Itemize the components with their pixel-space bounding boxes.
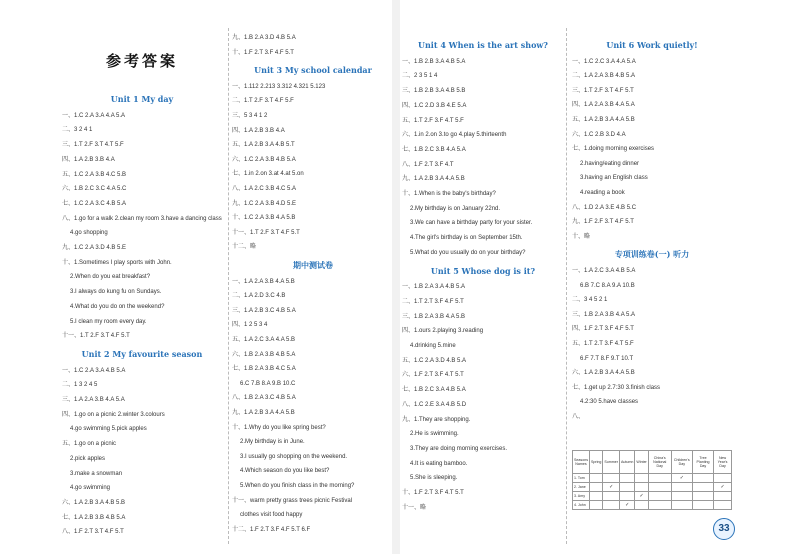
answer-line: 5.What do you usually do on your birthday? [410, 249, 526, 256]
table-header-cell: Winter [635, 451, 648, 474]
empty-cell [714, 501, 732, 510]
answer-line: 五、1.C 2.A 3.B 4.C 5.B [62, 171, 127, 178]
empty-cell [603, 492, 620, 501]
table-header-cell: Summer [603, 451, 620, 474]
empty-cell [648, 492, 671, 501]
answer-line: 一、1.B 2.A 3.A 4.B 5.A [402, 284, 466, 291]
table-header-cell: China's National Day [648, 451, 671, 474]
table-header-cell: Tree Planting Day [692, 451, 713, 474]
answer-line: 十二、略 [232, 244, 257, 251]
answer-line: 六、1.B 2.C 3.C 4.A 5.C [62, 186, 127, 193]
answer-line: 一、1.B 2.B 3.A 4.B 5.A [402, 58, 466, 65]
section-heading: Unit 3 My school calendar [254, 65, 372, 76]
answer-line: 七、1.B 2.C 3.B 4.A 5.A [402, 146, 466, 153]
empty-cell [692, 474, 713, 483]
answer-line: 九、1.They are shopping. [402, 416, 471, 423]
answer-line: 6.F 7.T 8.F 9.T 10.T [580, 355, 634, 362]
page-number-badge: 33 [713, 518, 735, 540]
empty-cell [648, 483, 671, 492]
check-mark-cell: ✓ [714, 483, 732, 492]
answer-line: 3.We can have a birthday party for your sister. [410, 220, 533, 227]
answer-line: 五、1.T 2.T 3.F 4.T 5.F [572, 341, 634, 347]
answer-line: 3.having an English class [580, 175, 648, 182]
answer-line: 5.I clean my room every day. [70, 318, 147, 325]
empty-cell [635, 501, 648, 510]
table-header-cell: New Year's Day [714, 451, 732, 474]
answer-table [572, 450, 732, 510]
answer-line: 八、1.D 2.A 3.E 4.B 5.C [572, 204, 637, 211]
check-mark-cell: ✓ [671, 474, 692, 483]
answer-line: 十、1.C 2.A 3.B 4.A 5.B [232, 215, 296, 222]
header-seasons-label: Seasons [574, 458, 588, 462]
column-divider [228, 28, 229, 544]
answer-line: 六、1.in 2.on 3.to go 4.play 5.thirteenth [402, 132, 507, 139]
answer-line: 八、1.F 2.T 3.T 4.F 5.T [62, 529, 124, 536]
answer-line: 十、1.When is the baby's birthday? [402, 191, 496, 197]
row-name-cell: 4. John [573, 501, 590, 510]
answer-line: 十一、略 [402, 504, 427, 511]
answer-line: 七、1.in 2.on 3.at 4.at 5.on [232, 171, 304, 178]
answer-line: 2.He is swimming. [410, 431, 459, 438]
empty-cell [714, 492, 732, 501]
answer-line: 三、1.B 2.A 3.B 4.A 5.B [402, 313, 466, 320]
answer-line: 3.make a snowman [70, 470, 123, 477]
answer-line: 4.Which season do you like best? [240, 468, 330, 475]
answer-line: 六、1.A 2.B 3.A 4.B 5.B [62, 499, 126, 506]
answer-line: 二、1.A 2.A 3.B 4.B 5.A [572, 73, 636, 80]
answer-line: 四、1.go on a picnic 2.winter 3.colours [62, 411, 165, 418]
answer-line: 五、1.T 2.F 3.F 4.T 5.F [402, 117, 464, 124]
answer-line: 4.The girl's birthday is on September 15th. [410, 235, 523, 242]
answer-line: 三、1.B 2.B 3.A 4.B 5.B [402, 88, 466, 95]
answer-line: 6.B 7.C 8.A 9.A 10.B [580, 282, 635, 289]
empty-cell [671, 501, 692, 510]
column-1 [62, 0, 222, 554]
answer-line: 七、1.B 2.A 3.B 4.C 5.A [232, 366, 296, 373]
empty-cell [619, 483, 634, 492]
answer-line: 3.I usually go shopping on the weekend. [240, 453, 348, 460]
answer-line: 四、1.A 2.B 3.B 4.A [62, 156, 115, 163]
answer-line: 二、1.A 2.D 3.C 4.B [232, 293, 286, 300]
answer-line: 六、1.A 2.B 3.A 4.A 5.B [572, 370, 635, 377]
answer-line: 4.go shopping [70, 230, 108, 237]
table-row [573, 474, 732, 483]
empty-cell [671, 483, 692, 492]
answer-line: 十二、1.F 2.T 3.F 4.F 5.T 6.F [232, 526, 311, 533]
check-mark-cell: ✓ [635, 492, 648, 501]
row-name-cell: 2. Jane [573, 483, 590, 492]
answer-line: 2.pick apples [70, 455, 106, 462]
section-heading: Unit 1 My day [110, 94, 174, 104]
answer-line: 一、1.112 2.213 3.312 4.321 5.123 [232, 83, 326, 90]
answer-line: 三、1.B 2.A 3.B 4.A 5.A [572, 311, 636, 318]
empty-cell [590, 474, 603, 483]
answer-line: 十一、1.T 2.F 3.T 4.F 5.T [232, 229, 300, 236]
answer-line: 3.They are doing morning exercises. [410, 445, 508, 452]
section-heading: Unit 2 My favourite season [81, 348, 203, 359]
answer-line: 一、1.A 2.C 3.A 4.B 5.A [572, 268, 636, 274]
answer-line: 九、1.B 2.A 3.D 4.B 5.A [232, 35, 296, 41]
empty-cell [714, 474, 732, 483]
answer-line: 五、1.A 2.B 3.A 4.A 5.B [572, 117, 635, 123]
answer-line: 4.go swimming [70, 485, 111, 492]
answer-line: 四、1.A 2.B 3.B 4.A [232, 127, 285, 134]
answer-line: 五、1.C 2.A 3.D 4.B 5.A [402, 357, 467, 364]
answer-line: 八、1.B 2.A 3.C 4.B 5.A [232, 395, 296, 402]
answer-line: 2.having/eating dinner [580, 160, 640, 167]
answer-line: 四、1 2 5 3 4 [232, 322, 268, 329]
section-heading: Unit 6 Work quietly! [606, 40, 698, 50]
answer-line: 七、1.B 2.C 3.A 4.B 5.A [402, 387, 466, 394]
answer-line: 二、2 3 5 1 4 [402, 73, 438, 80]
empty-cell [692, 501, 713, 510]
answer-line: 八、1.go for a walk 2.clean my room 3.have a dancing class [62, 215, 222, 222]
column-4 [572, 0, 732, 554]
table-corner-cell [573, 451, 590, 474]
empty-cell [692, 483, 713, 492]
answer-line: 一、1.A 2.A 3.B 4.A 5.B [232, 278, 295, 285]
check-mark-cell: ✓ [603, 483, 620, 492]
answer-line: 三、1.T 2.F 3.T 4.F 5.T [572, 87, 634, 94]
table-header-cell: Children's Day [671, 451, 692, 474]
table-row [573, 483, 732, 492]
table-header-cell: Autumn [619, 451, 634, 474]
section-heading: Unit 4 When is the art show? [418, 40, 548, 50]
answer-line: 五、1.A 2.C 3.A 4.A 5.B [232, 337, 296, 343]
empty-cell [590, 501, 603, 510]
answer-line: 九、1.C 2.A 3.B 4.D 5.E [232, 200, 297, 207]
answer-line: 4.2:30 5.have classes [580, 399, 639, 406]
section-heading: 专项训练卷(一) 听力 [614, 249, 690, 260]
answer-line: 九、1.A 2.B 3.A 4.A 5.B [402, 176, 465, 183]
answer-line: 二、1.T 2.F 3.T 4.F 5.F [232, 98, 294, 105]
answer-line: 5.When do you finish class in the morning? [240, 483, 355, 489]
answer-line: 6.C 7.B 8.A 9.B 10.C [240, 380, 296, 387]
answer-line: 七、1.doing morning exercises [572, 146, 655, 153]
answer-line: 五、1.A 2.B 3.A 4.B 5.T [232, 142, 295, 149]
answer-line: 四、1.C 2.D 3.B 4.E 5.A [402, 102, 467, 109]
empty-cell [590, 483, 603, 492]
answer-line: 十、1.F 2.T 3.F 4.T 5.T [402, 490, 464, 496]
answer-line: clothes visit food happy [240, 512, 303, 519]
section-heading: 期中测试卷 [293, 260, 333, 270]
answer-line: 六、1.C 2.B 3.D 4.A [572, 131, 626, 138]
answer-line: 三、1.A 2.B 3.C 4.B 5.A [232, 307, 296, 314]
answer-line: 一、1.C 2.A 3.A 4.A 5.A [62, 112, 126, 119]
answer-line: 一、1.C 2.C 3.A 4.A 5.A [572, 58, 636, 65]
answer-line: 四、1.A 2.A 3.B 4.A 5.A [572, 102, 635, 109]
answer-line: 四、1.ours 2.playing 3.reading [402, 328, 484, 335]
answer-line: 七、1.A 2.B 3.B 4.B 5.A [62, 514, 126, 521]
header-names-label: Names [575, 462, 587, 466]
answer-line: 六、1.B 2.A 3.B 4.B 5.A [232, 351, 296, 358]
answer-line: 十、1.Sometimes I play sports with John. [62, 259, 172, 266]
table-row [573, 492, 732, 501]
answer-line: 十一、1.T 2.F 3.T 4.F 5.T [62, 333, 130, 340]
answer-line: 七、1.get up 2.7:30 3.finish class [572, 384, 661, 391]
column-divider [566, 28, 567, 544]
answer-line: 4.drinking 5.mine [410, 343, 456, 349]
page-title: 参考答案 [105, 52, 178, 70]
answer-line: 十、1.Why do you like spring best? [232, 424, 326, 431]
answer-line: 三、5 3 4 1 2 [232, 113, 268, 119]
answer-line: 九、1.F 2.F 3.T 4.F 5.T [572, 219, 634, 226]
answer-line: 十一、warm pretty grass trees picnic Festival [232, 497, 353, 504]
table-header-cell: Spring [590, 451, 603, 474]
empty-cell [635, 474, 648, 483]
empty-cell [692, 492, 713, 501]
answer-line: 八、1.A 2.C 3.B 4.C 5.A [232, 186, 297, 192]
answer-line: 2.My birthday is on January 22nd. [410, 205, 501, 212]
empty-cell [603, 501, 620, 510]
answer-line: 八、 [572, 414, 585, 420]
answer-line: 八、1.C 2.E 3.A 4.B 5.D [402, 401, 467, 408]
answer-line: 十、1.F 2.T 3.F 4.F 5.T [232, 49, 294, 56]
row-name-cell: 3. Amy [573, 492, 590, 501]
answer-line: 4.go swimming 5.pick apples [70, 426, 147, 433]
answer-line: 三、1.T 2.F 3.T 4.T 5.F [62, 142, 124, 149]
answer-line: 六、1.F 2.T 3.F 4.T 5.T [402, 372, 464, 379]
section-heading: Unit 5 Whose dog is it? [430, 265, 536, 276]
answer-line: 七、1.C 2.A 3.C 4.B 5.A [62, 200, 127, 207]
empty-cell [671, 492, 692, 501]
answer-line: 五、1.go on a picnic [62, 441, 117, 448]
empty-cell [590, 492, 603, 501]
answer-line: 4.It is eating bamboo. [410, 460, 468, 467]
answer-line: 一、1.C 2.A 3.A 4.B 5.A [62, 367, 126, 374]
row-name-cell: 1. Tom [573, 474, 590, 483]
answer-line: 5.She is sleeping. [410, 475, 458, 482]
answer-line: 三、1.A 2.A 3.B 4.A 5.A [62, 397, 125, 403]
answer-line: 二、3 4 5 2 1 [572, 297, 608, 304]
column-2 [232, 0, 394, 554]
empty-cell [648, 501, 671, 510]
answer-line: 十、略 [572, 233, 591, 240]
answer-line: 八、1.F 2.T 3.F 4.T [402, 161, 454, 168]
column-3 [402, 0, 564, 554]
answer-line: 二、1 3 2 4 5 [62, 382, 98, 389]
answer-line: 九、1.A 2.B 3.A 4.A 5.B [232, 410, 295, 416]
empty-cell [603, 474, 620, 483]
check-mark-cell: ✓ [619, 501, 634, 510]
answer-line: 3.I always do kung fu on Sundays. [70, 289, 162, 296]
answer-line: 2.My birthday is in June. [240, 439, 305, 446]
empty-cell [619, 474, 634, 483]
answer-line: 九、1.C 2.A 3.D 4.B 5.E [62, 245, 127, 251]
table-header-row [573, 451, 732, 474]
empty-cell [635, 483, 648, 492]
answer-line: 4.What do you do on the weekend? [70, 303, 165, 310]
answer-line: 六、1.C 2.A 3.B 4.B 5.A [232, 156, 296, 163]
empty-cell [648, 474, 671, 483]
answer-line: 二、1.T 2.T 3.F 4.F 5.T [402, 298, 464, 305]
empty-cell [619, 492, 634, 501]
answer-line: 2.When do you eat breakfast? [70, 274, 151, 281]
table-row [573, 501, 732, 510]
answer-line: 4.reading a book [580, 190, 625, 196]
answer-line: 二、3 2 4 1 [62, 127, 93, 134]
answer-line: 四、1.F 2.T 3.F 4.F 5.T [572, 326, 634, 333]
